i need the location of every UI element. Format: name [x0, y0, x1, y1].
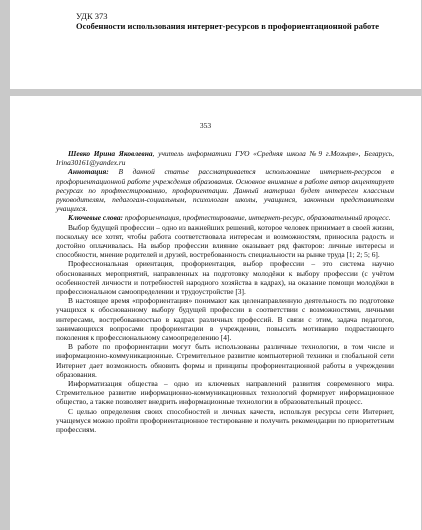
- paragraph-3: В настоящее время «профориентация» понимают как целенаправленную деятельность по подготовке учащихся к обоснованному выбору будущей профессии в соответствии с возможностями, личными интересами, востребованностью в кадрах различных профессий. В связи с этим, задача педагогов, занимающихся вопросами профориентации в учреждении, повысить мотивацию подрастающего поколения к профессиональному самоопределению [4].: [56, 296, 394, 343]
- paragraph-4: В работе по профориентации могут быть использованы различные технологии, в том числе и информационно-коммуникационные. Стремительное развитие компьютерной техники и глобальной сети Интернет дает возможность обновить формы и принципы профориентационной работы в учреждении образования.: [56, 342, 394, 379]
- paragraph-5: Информатизация общества – одно из ключевых направлений развития современного мира. Стремительное развитие информационно-коммуникационных технологий формирует информационное общество, а также позволяет внедрить информационные технологии в образовательный процесс.: [56, 379, 394, 407]
- annotation: [56, 167, 394, 213]
- article-title: Особенности использования интернет-ресурсов в профориентационной работе: [76, 21, 380, 31]
- keywords-label: Ключевые слова:: [68, 213, 123, 223]
- keywords-text: профориентация, профтестирование, интернет-ресурс, образовательный процесс.: [123, 213, 391, 223]
- annotation-text: В данной статье рассматривается использование интернет-ресурсов в профориентационной работе учреждения образования. Основное внимание в работе автор акцентирует ресурсах по профтестированию, профориентации. Данный материал будет интересен классным руководителям, педагогам-социальным, психологам школы, учащимся, законным представителям учащихся.: [56, 167, 394, 214]
- author-line: [56, 149, 394, 167]
- author-affiliation: , учитель информатики ГУО «Средняя школа №9 г.Мозыря», Беларусь, Irina30161@yandex.ru: [56, 149, 394, 168]
- keywords: [56, 213, 394, 222]
- article-body: [56, 149, 394, 434]
- previous-page-fragment: [10, 0, 421, 89]
- paragraph-6: С целью определения своих способностей и личных качеств, используя ресурсы сети Интернет, учащемуся можно пройти профориентационное тестирование и получить рекомендации по приоритетным профессиям.: [56, 406, 394, 435]
- paragraph-2: Профессиональная ориентация, профориентация, выбор профессии – это система научно обоснованных мероприятий, направленных на подготовку молодёжи к выбору профессии (с учётом особенностей личности и потребностей народного хозяйства в кадрах), на оказание помощи молодёжи в профессиональном самоопределении и трудоустройстве [3].: [56, 259, 394, 297]
- page-number: 353: [199, 121, 212, 130]
- paragraph-1: Выбор будущей профессии – одно из важнейших решений, которое человек принимает в своей жизни, поскольку все хотят, чтобы работа соответствовала интересам и возможностям, приносила радость и достойно оплачивалась. На выбор профессии влияние оказывает ряд факторов: личные интересы и способности, мнение родителей и друзей, востребованность специальности на рынке труда [1; 2; 5; 6].: [56, 222, 394, 260]
- udk-code: УДК 373: [76, 11, 108, 21]
- annotation-label: Аннотация:: [68, 167, 109, 177]
- author-name: Шевко Ирина Яковлевна: [68, 149, 153, 158]
